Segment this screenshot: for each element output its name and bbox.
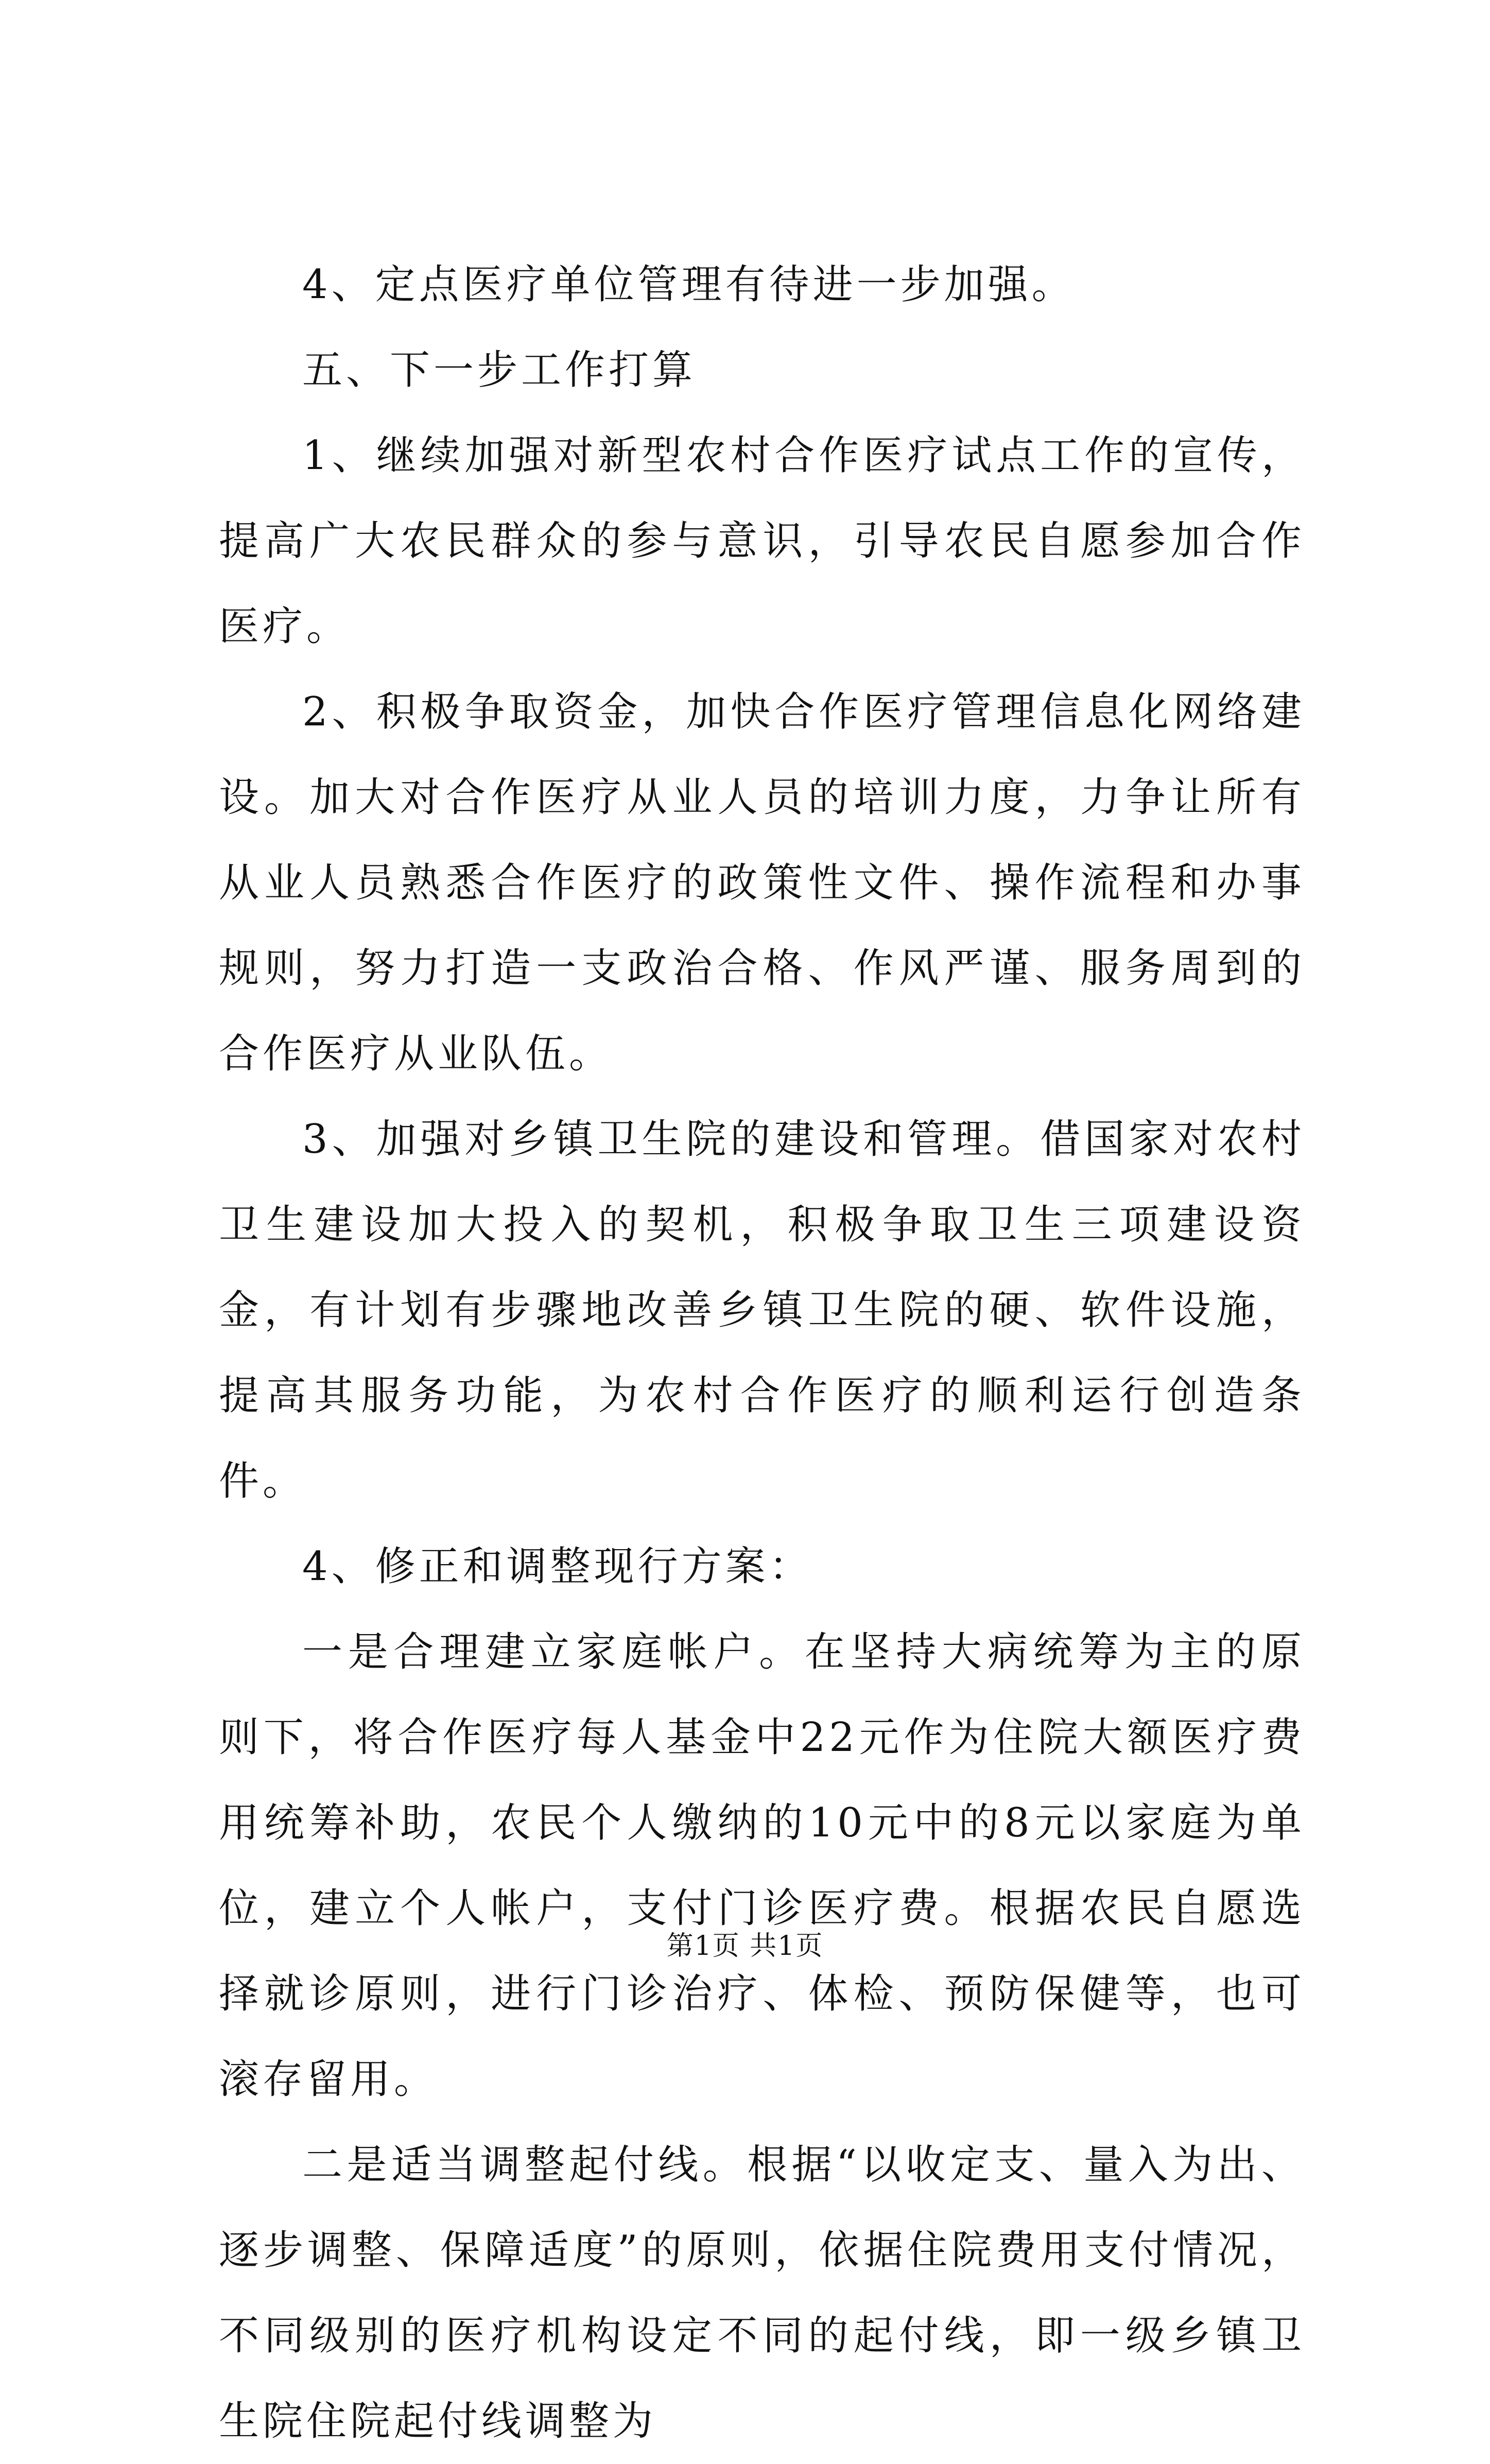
page-footer: 第1页 共1页	[666, 1931, 824, 1962]
paragraph-plan-4: 4、修正和调整现行方案：	[302, 1543, 813, 1590]
paragraph-deductible-adjustment: 二是适当调整起付线。根据“以收定支、量入为出、逐步调整、保障适度”的原则，依据住院费用支付情况，不同级别的医疗机构设定不同的起付线，即一级乡镇卫生院住院起付线调整为	[219, 2142, 1305, 2444]
paragraph-issue-4: 4、定点医疗单位管理有待进一步加强。	[302, 262, 1076, 308]
paragraph-family-account: 一是合理建立家庭帐户。在坚持大病统筹为主的原则下，将合作医疗每人基金中22元作为住院大额医疗费用统筹补助，农民个人缴纳的10元中的8元以家庭为单位，建立个人帐户，支付门诊医疗费。根据农民自愿选择就诊原则，进行门诊治疗、体检、预防保健等，也可滚存留用。	[219, 1629, 1305, 2103]
paragraph-plan-1: 1、继续加强对新型农村合作医疗试点工作的宣传，提高广大农民群众的参与意识，引导农民自愿参加合作医疗。	[219, 432, 1305, 650]
paragraph-plan-3: 3、加强对乡镇卫生院的建设和管理。借国家对农村卫生建设加大投入的契机，积极争取卫生三项建设资金，有计划有步骤地改善乡镇卫生院的硬、软件设施，提高其服务功能，为农村合作医疗的顺利运行创造条件。	[219, 1116, 1305, 1504]
document-body	[219, 242, 1305, 2464]
section-heading-next-steps: 五、下一步工作打算	[302, 347, 697, 393]
paragraph-plan-2: 2、积极争取资金，加快合作医疗管理信息化网络建设。加大对合作医疗从业人员的培训力度，力争让所有从业人员熟悉合作医疗的政策性文件、操作流程和办事规则，努力打造一支政治合格、作风严谨、服务周到的合作医疗从业队伍。	[219, 689, 1305, 1077]
